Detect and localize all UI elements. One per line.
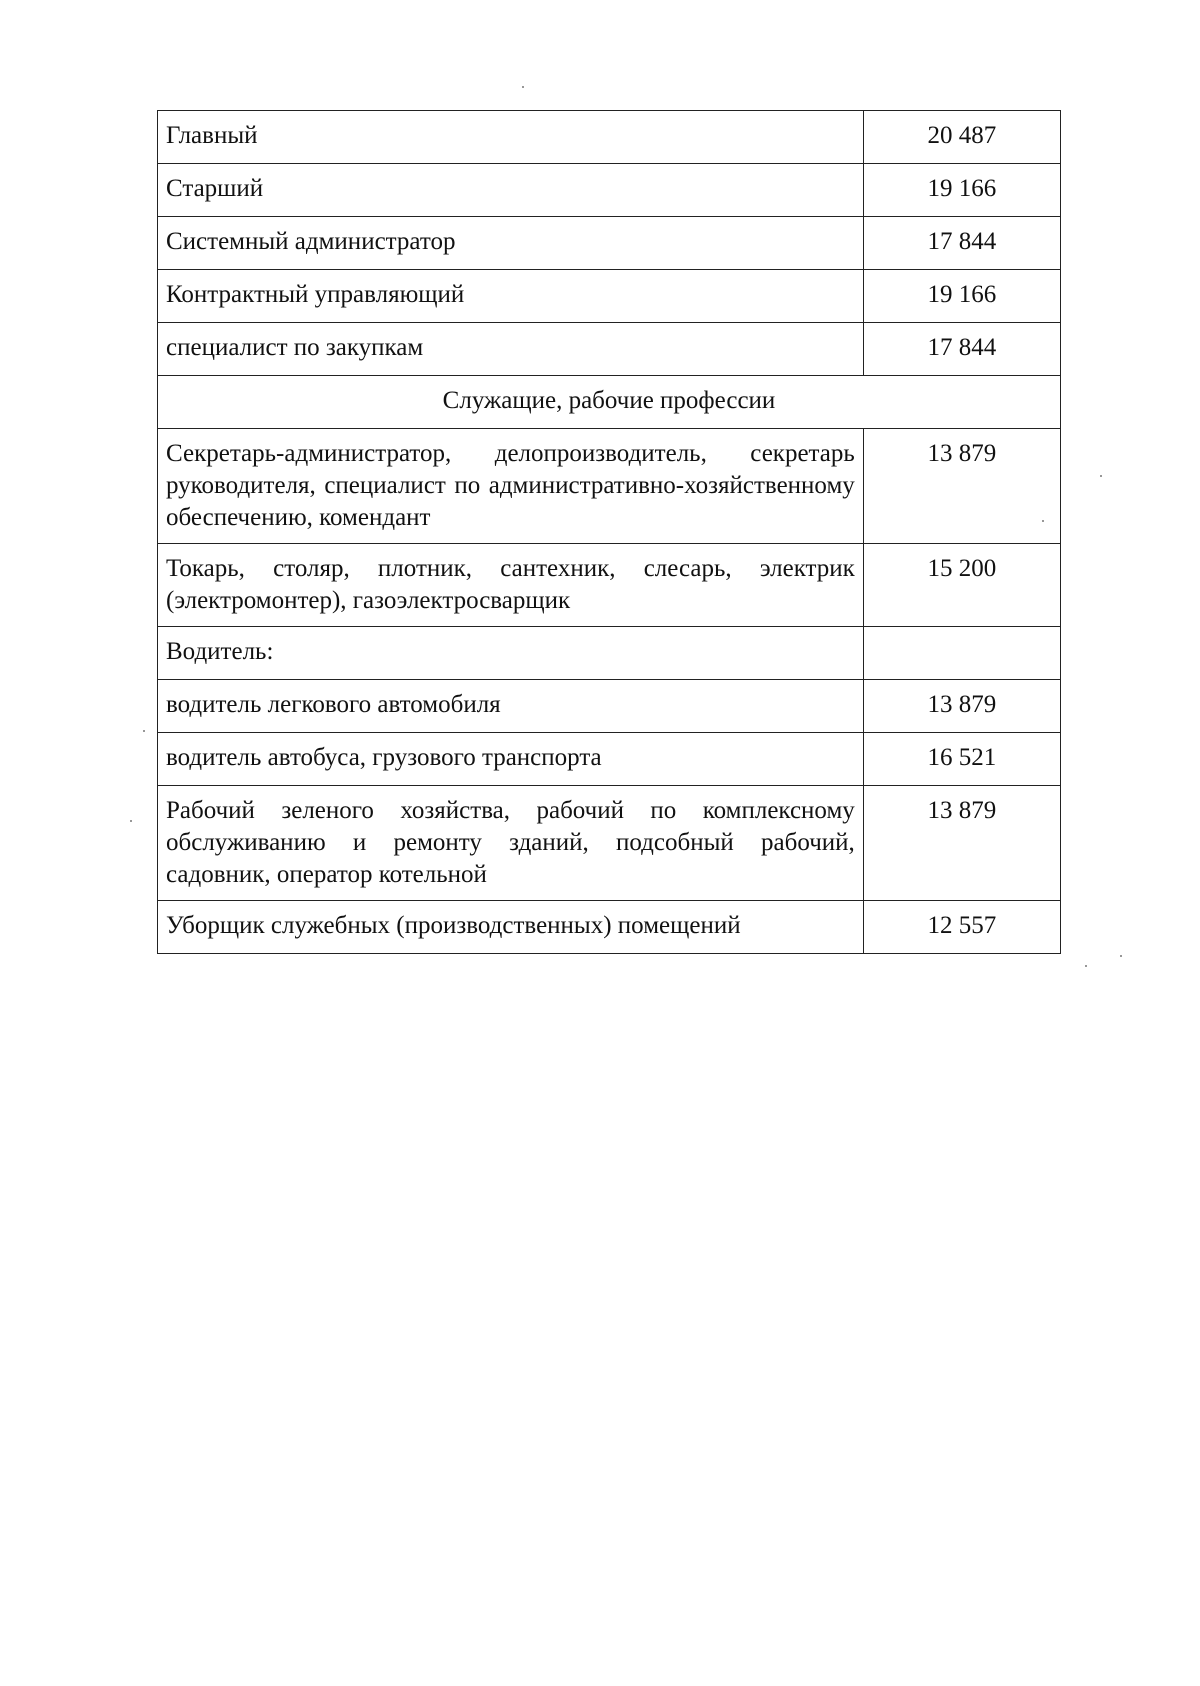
scan-speck xyxy=(143,730,145,732)
table-row xyxy=(158,786,1061,901)
position-cell: Рабочий зеленого хозяйства, рабочий по комплексному обслуживанию и ремонту зданий, подсобный рабочий, садовник, оператор котельной xyxy=(158,786,864,901)
position-cell: Системный администратор xyxy=(158,217,864,270)
scan-speck xyxy=(522,86,524,88)
table-row xyxy=(158,164,1061,217)
salary-cell: 19 166 xyxy=(863,270,1060,323)
position-cell: Секретарь-администратор, делопроизводитель, секретарь руководителя, специалист по административно-хозяйственному обеспечению, комендант xyxy=(158,429,864,544)
position-cell: водитель легкового автомобиля xyxy=(158,680,864,733)
salary-table xyxy=(157,110,1061,954)
salary-cell: 16 521 xyxy=(863,733,1060,786)
salary-cell xyxy=(863,627,1060,680)
salary-cell: 13 879 xyxy=(863,680,1060,733)
position-cell: Уборщик служебных (производственных) помещений xyxy=(158,901,864,954)
scan-speck xyxy=(130,820,132,822)
salary-cell: 12 557 xyxy=(863,901,1060,954)
salary-cell: 17 844 xyxy=(863,217,1060,270)
position-cell: специалист по закупкам xyxy=(158,323,864,376)
table-row xyxy=(158,429,1061,544)
scan-speck xyxy=(1120,955,1122,957)
salary-cell: 13 879 xyxy=(863,786,1060,901)
scan-speck xyxy=(1042,520,1044,522)
scan-speck xyxy=(1100,475,1102,477)
position-cell: Главный xyxy=(158,111,864,164)
table-row xyxy=(158,733,1061,786)
salary-cell: 20 487 xyxy=(863,111,1060,164)
salary-cell: 19 166 xyxy=(863,164,1060,217)
table-row xyxy=(158,217,1061,270)
scan-speck xyxy=(1085,965,1087,967)
position-cell: Водитель: xyxy=(158,627,864,680)
table-row xyxy=(158,627,1061,680)
table-row xyxy=(158,323,1061,376)
salary-cell: 15 200 xyxy=(863,544,1060,627)
table-row xyxy=(158,544,1061,627)
salary-cell: 17 844 xyxy=(863,323,1060,376)
position-cell: Старший xyxy=(158,164,864,217)
salary-cell: 13 879 xyxy=(863,429,1060,544)
table-row xyxy=(158,111,1061,164)
section-header: Служащие, рабочие профессии xyxy=(158,376,1061,429)
table-row xyxy=(158,680,1061,733)
position-cell: водитель автобуса, грузового транспорта xyxy=(158,733,864,786)
table-row xyxy=(158,901,1061,954)
position-cell: Токарь, столяр, плотник, сантехник, слесарь, электрик (электромонтер), газоэлектросварщик xyxy=(158,544,864,627)
table-row xyxy=(158,270,1061,323)
position-cell: Контрактный управляющий xyxy=(158,270,864,323)
section-header-row xyxy=(158,376,1061,429)
